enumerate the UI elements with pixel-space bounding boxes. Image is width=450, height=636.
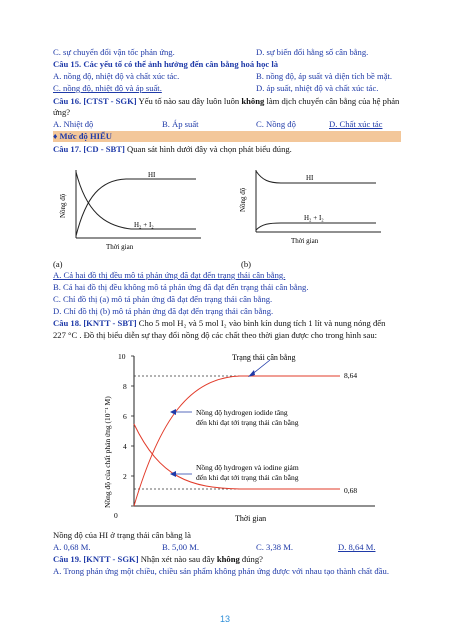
y-tick-label: 0 [114, 511, 118, 520]
graph-a-h2i2-label: H₂ + I₂ [134, 221, 154, 229]
q18-option-c: C. 3,38 M. [256, 542, 294, 552]
note-hi-line2: đến khi đạt tới trạng thái cân bằng [196, 418, 299, 427]
low-value-label: 0,68 [344, 486, 358, 495]
q19-option-a: A. Trong phản ứng một chiều, chiều sản phẩm không phản ứng được với nhau tạo thành chất đầu. [53, 566, 389, 576]
q15-stem: Câu 15. Các yếu tố có thể ảnh hưởng đến cân bằng hoá học là [53, 59, 279, 69]
q18-option-b: B. 5,00 M. [162, 542, 200, 552]
equilibrium-label: Trạng thái cân bằng [232, 353, 296, 362]
graph-a-ylabel: Nồng độ [59, 193, 67, 218]
graph-b-ylabel: Nồng độ [239, 187, 247, 212]
q18-stem: Câu 18. [KNTT - SBT] Cho 5 mol H₂ và 5 mol I₂ vào bình kín dung tích 1 lít và nung nóng đến [53, 318, 386, 328]
graph-b-h2i2-label: H₂ + I₂ [304, 214, 324, 222]
page-number: 13 [219, 614, 230, 624]
graph-ylabel: Nồng độ của chất phản ứng (10⁻¹ M) [103, 396, 112, 508]
q19-stem: Câu 19. [KNTT - SGK] Nhận xét nào sau đây không đúng? [53, 554, 263, 564]
graph-b-hi-label: HI [306, 174, 314, 182]
graph-a-hi-label: HI [148, 171, 156, 179]
y-tick-label: 6 [123, 412, 127, 421]
q15-option-c: C. nồng độ, nhiệt độ và áp suất. [53, 83, 162, 93]
q16-option-d: D. Chất xúc tác [329, 119, 383, 129]
q15-option-b: B. nồng độ, áp suất và diện tích bề mặt. [256, 71, 393, 81]
q18-option-d: D. 8,64 M. [338, 542, 376, 552]
q17-option-b: B. Cả hai đồ thị đều không mô tả phản ứng đã đạt đến trạng thái cân bằng. [53, 282, 309, 292]
q17-fig-b-label: (b) [241, 259, 252, 269]
hi-value-label: 8,64 [344, 371, 358, 380]
graph-concentration [100, 348, 380, 526]
note-h2-line2: đến khi đạt tới trạng thái cân bằng [196, 473, 299, 482]
q17-fig-a-label: (a) [53, 259, 63, 269]
y-tick-label: 10 [118, 352, 126, 361]
y-tick-label: 8 [123, 382, 127, 391]
q16-stem: Câu 16. [CTST - SGK] Yếu tố nào sau đây luôn luôn không làm dịch chuyển cân bằng của hệ phản [53, 96, 400, 106]
q18-option-a: A. 0,68 M. [53, 542, 91, 552]
q17-option-c: C. Chỉ đồ thị (a) mô tả phản ứng đã đạt đến trạng thái cân bằng. [53, 294, 273, 304]
graph-a-xlabel: Thời gian [106, 243, 134, 251]
graph-a [56, 166, 206, 258]
q16-option-a: A. Nhiệt độ [53, 119, 94, 129]
y-tick-label: 4 [123, 442, 127, 451]
q18-after: Nồng độ của HI ở trạng thái cân bằng là [53, 530, 191, 540]
q16-option-c: C. Nồng độ [256, 119, 296, 129]
q17-stem: Câu 17. [CD - SBT] Quan sát hình dưới đây và chọn phát biểu đúng. [53, 144, 292, 154]
q16-option-b: B. Áp suất [162, 119, 199, 129]
note-h2-line1: Nồng độ hydrogen và iodine giảm [196, 463, 299, 472]
q14-option-d: D. sự biến đổi hằng số cân bằng. [256, 47, 369, 57]
q17-option-a: A. Cả hai đồ thị đều mô tả phản ứng đã đạt đến trạng thái cân bằng. [53, 270, 286, 280]
graph-b-xlabel: Thời gian [291, 237, 319, 245]
level-header: ♦ Mức độ HIỂU [53, 131, 112, 141]
q15-option-d: D. áp suất, nhiệt độ và chất xúc tác. [256, 83, 379, 93]
q16-stem-line2: ứng? [53, 107, 71, 117]
note-hi-line1: Nồng độ hydrogen iodide tăng [196, 408, 288, 417]
hi-curve [134, 376, 340, 506]
q17-option-d: D. Chỉ đồ thị (b) mô tả phản ứng đã đạt đến trạng thái cân bằng. [53, 306, 274, 316]
q15-option-a: A. nồng độ, nhiệt độ và chất xúc tác. [53, 71, 180, 81]
graph-b [236, 166, 386, 258]
graph-xlabel: Thời gian [235, 514, 267, 523]
q18-stem-line2: 227 °C . Đồ thị biểu diễn sự thay đổi nồng độ các chất theo thời gian được cho trong hình sau: [53, 330, 377, 340]
q14-option-c: C. sự chuyển đổi vận tốc phản ứng. [53, 47, 175, 57]
y-tick-label: 2 [123, 472, 127, 481]
